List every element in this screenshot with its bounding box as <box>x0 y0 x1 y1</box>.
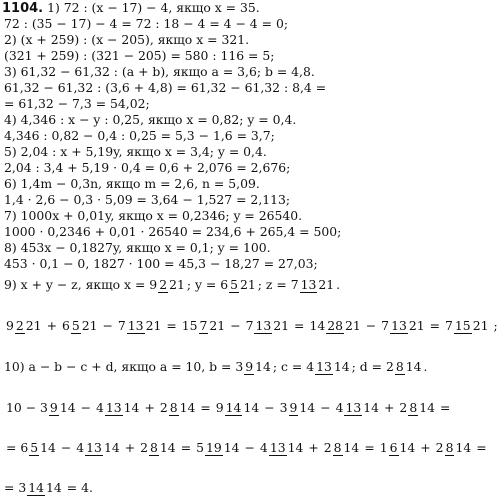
operator: − <box>244 440 255 455</box>
whole-part: 4 <box>76 440 85 455</box>
fraction: 13 21 <box>391 318 425 333</box>
line-3: 2) (x + 259) : (x − 205), якщо x = 321. <box>4 32 250 47</box>
whole-part: 2 <box>399 400 408 415</box>
task9-y: ; y = 6 <box>186 277 229 292</box>
task9-solution <box>4 318 501 333</box>
operator: = <box>364 440 375 455</box>
operator: − <box>264 400 275 415</box>
line-text: 1) 72 : (x − 17) − 4, якщо x = 35. <box>47 0 260 15</box>
fraction: 13 21 <box>127 318 162 333</box>
operator: = <box>180 440 192 455</box>
operator: − <box>230 318 241 333</box>
fraction: 8 14 <box>333 440 360 455</box>
task9-statement: 9) x + y − z, якщо x = 9 2 21 ; y = 6 5 21 ; z = 7 13 21 . <box>4 277 341 292</box>
fraction: 13 14 <box>345 400 380 415</box>
operator: + <box>144 400 155 415</box>
whole-part: 9 <box>6 318 14 333</box>
whole-part: 14 <box>309 318 326 333</box>
line-10: 5) 2,04 : x + 5,19y, якщо x = 3,4; y = 0,4. <box>4 144 267 159</box>
fraction: 8 14 <box>169 400 196 415</box>
fraction: 13 14 <box>269 440 304 455</box>
task10-statement: 10) a − b − c + d, якщо a = 10, b = 3 9 14 ; c = 4 13 14 ; d = 2 8 14 . <box>4 359 428 374</box>
whole-part: 1 <box>379 440 388 455</box>
fraction: 13 14 <box>316 359 350 374</box>
fraction: 19 14 <box>205 440 240 455</box>
task10-line-3 <box>4 480 96 495</box>
fraction: 7 21 <box>199 318 226 333</box>
fraction: 2 21 <box>15 318 42 333</box>
fraction: 8 14 <box>150 440 176 455</box>
line-14: 7) 1000x + 0,01y, якщо x = 0,2346; y = 26540. <box>4 208 303 223</box>
whole-part: = 6 <box>6 440 29 455</box>
operator: + <box>384 400 395 415</box>
line-4: (321 + 259) : (321 − 205) = 580 : 116 = 5; <box>4 48 275 63</box>
operator: + <box>124 440 136 455</box>
operator: = <box>200 400 211 415</box>
operator: − <box>80 400 91 415</box>
line-17: 453 · 0,1 − 0, 1827 · 100 = 45,3 − 18,27 = 27,03; <box>4 256 318 271</box>
line-11: 2,04 : 3,4 + 5,19 · 0,4 = 0,6 + 2,076 = 2,676; <box>4 160 291 175</box>
operator: = <box>439 400 451 415</box>
operator: + <box>46 318 57 333</box>
problem-line-1 <box>2 0 260 17</box>
fraction: 8 14 <box>445 440 472 455</box>
whole-part: 2 <box>140 440 149 455</box>
line-15: 1000 · 0,2346 + 0,01 · 26540 = 234,6 + 265,4 = 500; <box>4 224 342 239</box>
line-12: 6) 1,4m − 0,3n, якщо m = 2,6, n = 5,09. <box>4 176 260 191</box>
line-16: 8) 453x − 0,1827y, якщо x = 0,1; y = 100. <box>4 240 271 255</box>
operator: + <box>420 440 431 455</box>
fraction: 9 14 <box>49 400 76 415</box>
task10-d: ; d = 2 <box>351 359 394 374</box>
whole-part: 5 <box>196 440 204 455</box>
line-13: 1,4 · 2,6 − 0,3 · 5,09 = 3,64 − 1,527 = 2,113; <box>4 192 291 207</box>
whole-part: 9 <box>215 400 224 415</box>
fraction: 9 14 <box>289 400 316 415</box>
operator: − <box>102 318 113 333</box>
fraction: 14 14 <box>225 400 260 415</box>
whole-part: 7 <box>245 318 254 333</box>
task10-line-1 <box>4 400 453 415</box>
whole-part: 2 <box>159 400 168 415</box>
fraction: 13 21 <box>300 277 335 292</box>
whole-part: 4 <box>95 400 104 415</box>
fraction: 15 21 <box>454 318 489 333</box>
task9-prefix: 9) x + y − z, якщо x = 9 <box>4 277 158 292</box>
whole-part: 3 <box>279 400 288 415</box>
fraction: 5 14 <box>30 440 56 455</box>
fraction: 9 14 <box>245 359 271 374</box>
operator: = <box>294 318 305 333</box>
task10-prefix: 10) a − b − c + d, якщо a = 10, b = 3 <box>4 359 244 374</box>
fraction: 28 21 <box>327 318 361 333</box>
operator: − <box>365 318 377 333</box>
fraction: 14 14 <box>28 480 62 495</box>
line-9: 4,346 : 0,82 − 0,4 : 0,25 = 5,3 − 1,6 = 3,7; <box>4 128 275 143</box>
operator: = <box>166 318 177 333</box>
operator: ; <box>493 318 498 333</box>
operator: = <box>476 440 487 455</box>
whole-part: 7 <box>445 318 453 333</box>
whole-part: 2 <box>435 440 444 455</box>
whole-part: 2 <box>323 440 332 455</box>
operator: + <box>308 440 319 455</box>
whole-part: 15 <box>181 318 198 333</box>
fraction: 5 21 <box>71 318 98 333</box>
task9-z: ; z = 7 <box>257 277 299 292</box>
task10-line-2 <box>4 440 490 455</box>
whole-part: 6 <box>61 318 70 333</box>
fraction: 13 14 <box>105 400 140 415</box>
whole-part: 4 <box>259 440 268 455</box>
whole-part: 7 <box>381 318 390 333</box>
operator: − <box>60 440 72 455</box>
fraction: 5 21 <box>230 277 256 292</box>
line-5: 3) 61,32 − 61,32 : (a + b), якщо a = 3,6; b = 4,8. <box>4 64 315 79</box>
fraction: 6 14 <box>389 440 416 455</box>
line-7: = 61,32 − 7,3 = 54,02; <box>4 96 150 111</box>
whole-part: 7 <box>117 318 126 333</box>
whole-part: = 3 <box>4 480 27 495</box>
whole-part: 10 − 3 <box>6 400 48 415</box>
task10-c: ; c = 4 <box>272 359 315 374</box>
operator: − <box>320 400 331 415</box>
result: = 4. <box>66 480 93 495</box>
line-2: 72 : (35 − 17) − 4 = 72 : 18 − 4 = 4 − 4 = 0; <box>4 16 289 31</box>
operator: = <box>429 318 441 333</box>
line-8: 4) 4,346 : x − y : 0,25, якщо x = 0,82; y = 0,4. <box>4 112 297 127</box>
fraction: 8 14 <box>409 400 435 415</box>
line-6: 61,32 − 61,32 : (3,6 + 4,8) = 61,32 − 61,32 : 8,4 = <box>4 80 327 95</box>
fraction: 8 14 <box>395 359 422 374</box>
fraction: 13 14 <box>86 440 120 455</box>
problem-number: 1104. <box>2 1 44 16</box>
whole-part: 4 <box>335 400 344 415</box>
fraction: 2 21 <box>159 277 185 292</box>
fraction: 13 21 <box>255 318 290 333</box>
